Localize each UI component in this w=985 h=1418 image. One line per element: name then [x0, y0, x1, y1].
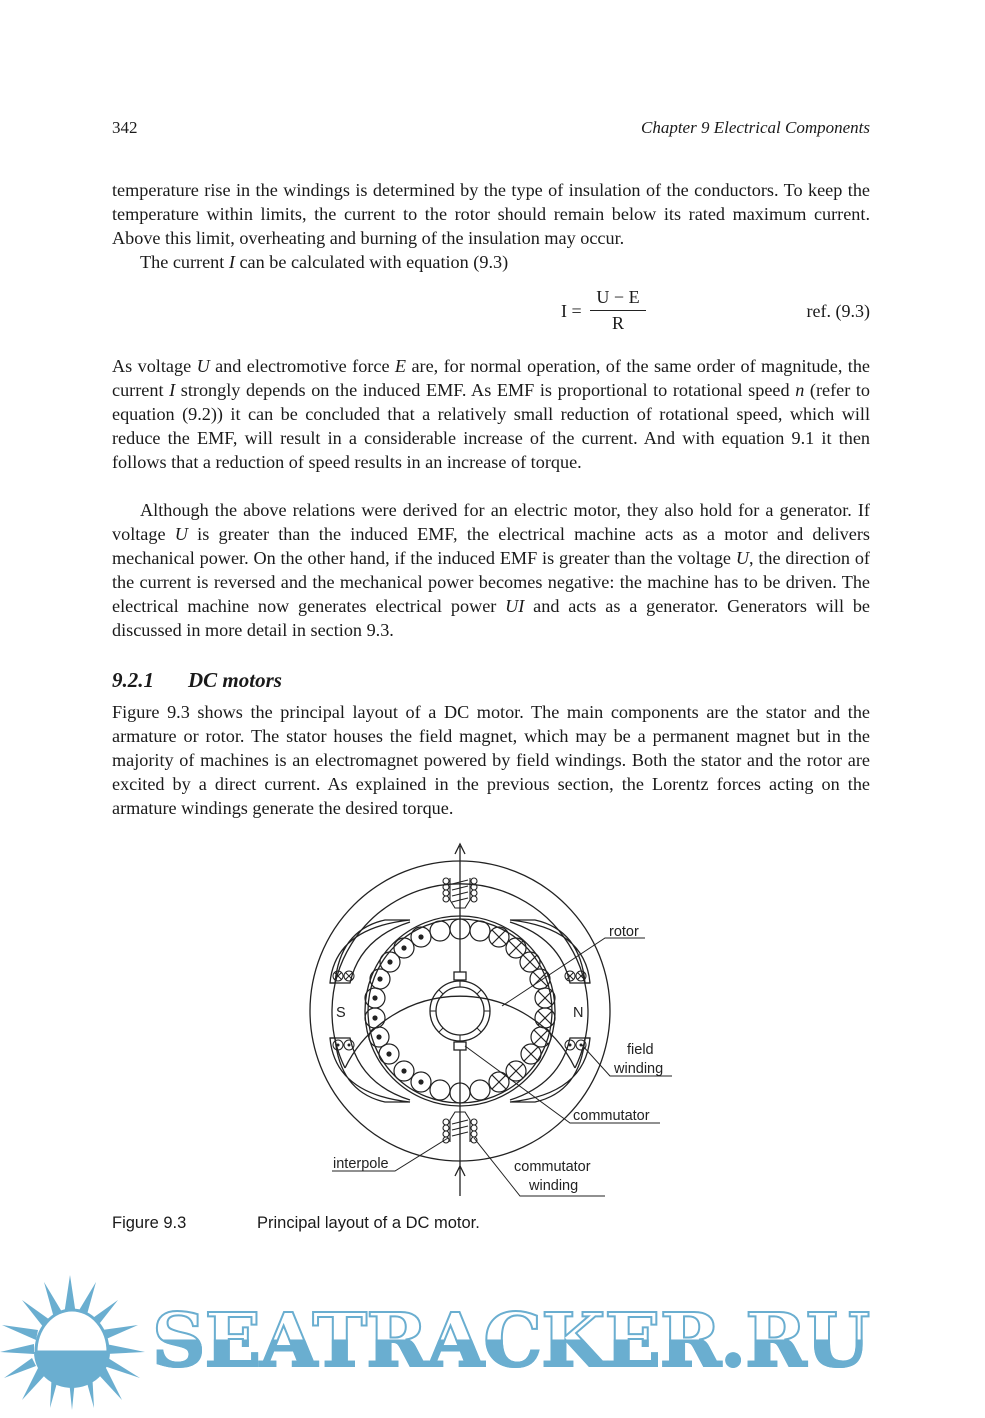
- equation-reference: ref. (9.3): [806, 301, 870, 321]
- figure-label: Figure 9.3: [112, 1214, 187, 1232]
- figure-caption-text: Principal layout of a DC motor.: [257, 1214, 480, 1232]
- variable-I: I: [228, 252, 235, 272]
- label-commutator-winding-1: commutator: [514, 1159, 591, 1175]
- text-run: The current: [140, 252, 229, 272]
- watermark-text: SEATRACKER.RU: [152, 1298, 870, 1384]
- text-run: and acts as a generator. Generators will be discussed in more detail in section 9.3.: [112, 596, 870, 640]
- label-rotor: rotor: [609, 924, 639, 940]
- chapter-title: Chapter 9 Electrical Components: [640, 118, 870, 137]
- paragraph-emf: [112, 354, 870, 474]
- variable-U: U: [174, 524, 188, 544]
- text-run: , the direction of the current is reversed and the mechanical power becomes negative: the machine has to be driven. The electrical machine now generates electrical power: [112, 548, 870, 616]
- variable-E: E: [394, 356, 407, 376]
- label-field-winding-1: field: [627, 1042, 654, 1058]
- text-run: are, for normal operation, of the same order of magnitude, the current: [112, 356, 870, 400]
- sun-logo-icon: [0, 1270, 150, 1410]
- label-field-winding-2: winding: [614, 1061, 664, 1077]
- equation-lhs: I =: [561, 301, 582, 321]
- equation-denominator: R: [611, 313, 624, 333]
- text-run: is greater than the induced EMF, the electrical machine acts as a motor and delivers mechanical power. On the other hand, if the induced EMF is greater than the voltage: [112, 524, 870, 568]
- text-run: (refer to equation (9.2)) it can be concluded that a relatively small reduction of rotational speed, which will reduce the EMF, will result in a considerable increase of the current. And with equation 9.1 it then follows that a reduction of speed results in an increase of torque.: [112, 380, 871, 472]
- variable-n: n: [795, 380, 805, 400]
- equation-numerator: U − E: [590, 287, 646, 311]
- variable-UI: UI: [505, 596, 525, 616]
- text-run: can be calculated with equation (9.3): [234, 252, 509, 272]
- variable-U: U: [735, 548, 749, 568]
- section-number: 9.2.1: [112, 668, 154, 692]
- text-run: As voltage: [112, 356, 197, 376]
- label-commutator: commutator: [573, 1108, 650, 1124]
- dc-motor-diagram: [300, 838, 700, 1208]
- commutator-ring: [430, 972, 490, 1050]
- supply-lines: [455, 844, 465, 1196]
- section-title: DC motors: [188, 668, 282, 692]
- page-number: 342: [112, 118, 138, 137]
- label-commutator-winding-2: winding: [529, 1178, 579, 1194]
- paragraph-generator: [112, 498, 870, 642]
- text-run: and electromotive force: [209, 356, 395, 376]
- label-interpole: interpole: [333, 1156, 389, 1172]
- variable-I: I: [169, 380, 176, 400]
- paragraph-text: Figure 9.3 shows the principal layout of a DC motor. The main components are the stator and the armature or rotor. The stator houses the field magnet, which may be a permanent magnet but in the majority of machines is an electromagnet powered by field windings. Both the stator and the rotor are excited by a direct current. As explained in the previous section, the Lorentz forces acting on the armature windings generate the desired torque.: [112, 702, 870, 818]
- text-run: strongly depends on the induced EMF. As EMF is proportional to rotational speed: [175, 380, 796, 400]
- watermark: [0, 1270, 985, 1410]
- equation-9-3: [112, 287, 870, 347]
- section-heading: [112, 668, 282, 693]
- equation-fraction: [590, 287, 646, 334]
- paragraph-insulation: [112, 178, 870, 250]
- variable-U: U: [196, 356, 210, 376]
- text-run: Although the above relations were derived for an electric motor, they also hold for a generator. If voltage: [112, 500, 870, 544]
- label-south-pole: S: [336, 1005, 346, 1021]
- paragraph-current-intro: [112, 250, 870, 274]
- paragraph-text: temperature rise in the windings is determined by the type of insulation of the conductors. To keep the temperature within limits, the current to the rotor should remain below its rated maximum current. Above this limit, overheating and burning of the insulation may occur.: [112, 180, 870, 248]
- label-north-pole: N: [573, 1005, 584, 1021]
- paragraph-dc-motor: [112, 700, 870, 820]
